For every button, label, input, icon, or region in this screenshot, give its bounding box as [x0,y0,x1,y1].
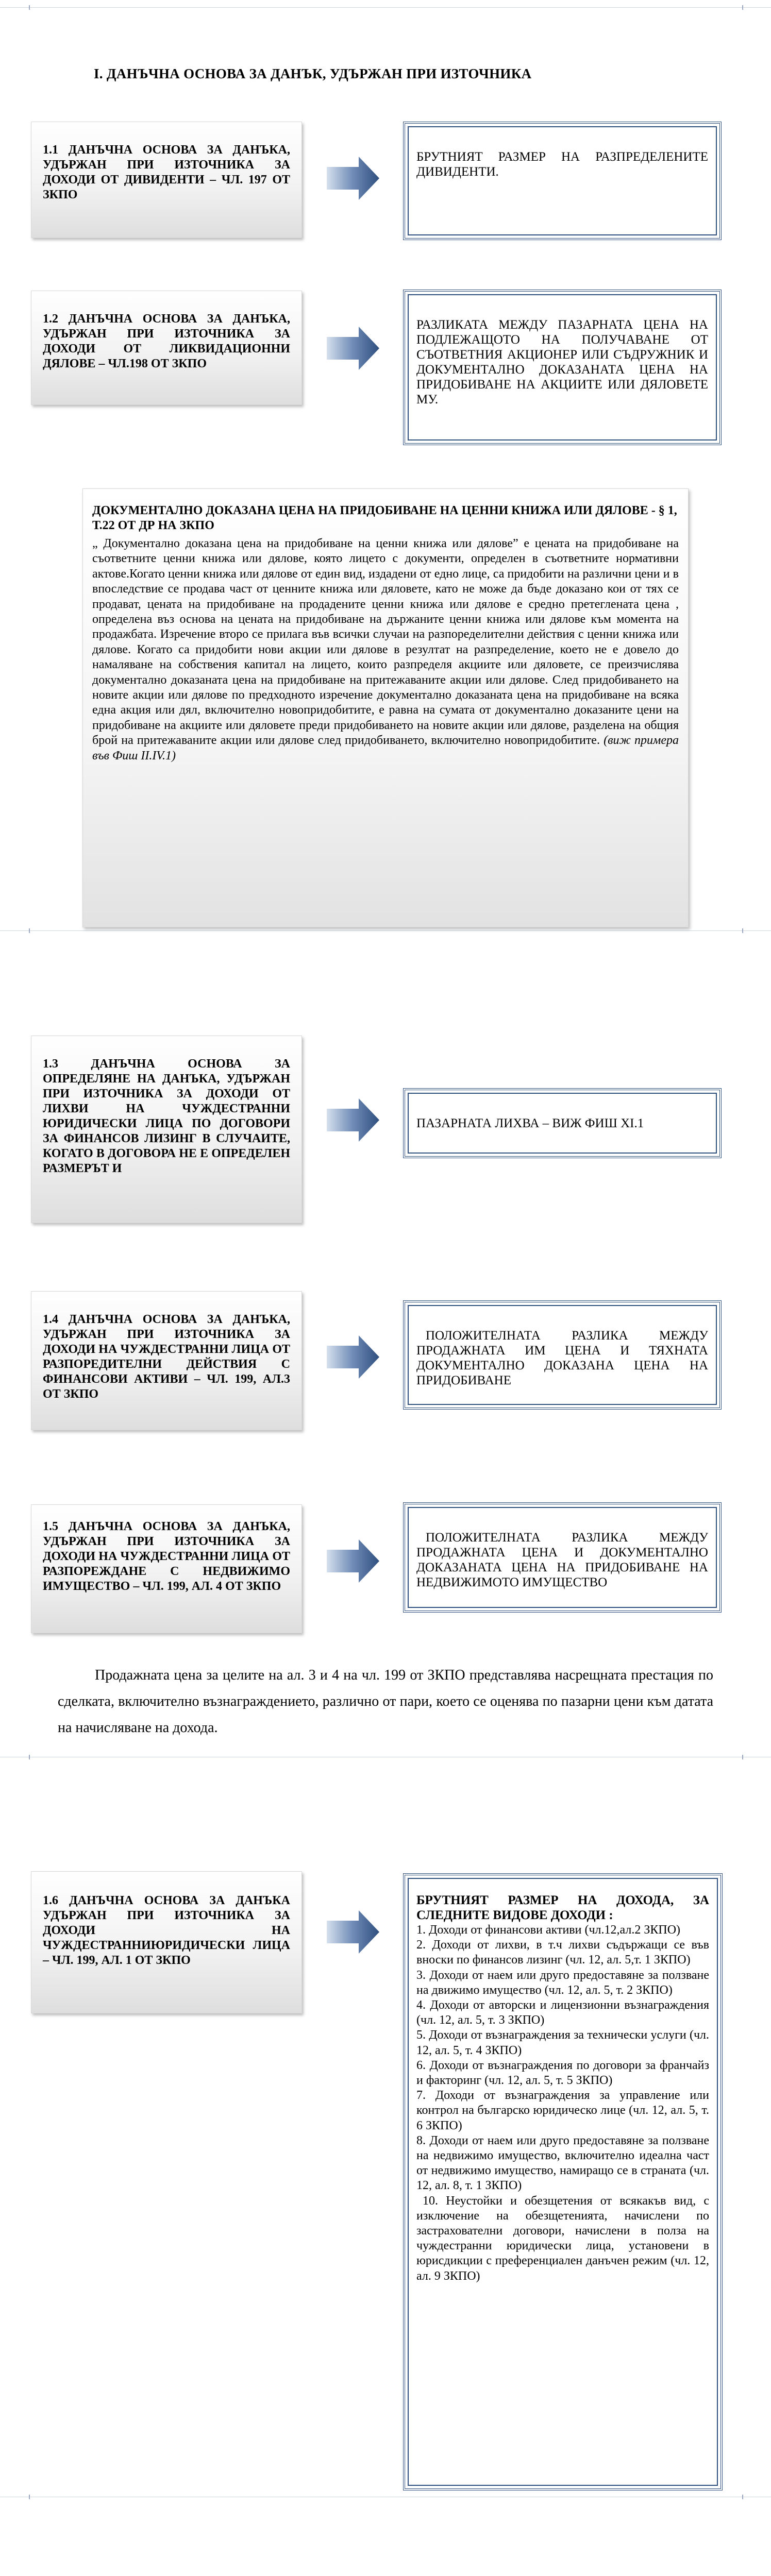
box-1-2-result: РАЗЛИКАТА МЕЖДУ ПАЗАРНАТА ЦЕНА НА ПОДЛЕЖАЩОТО НА ПОЛУЧАВАНЕ ОТ СЪОТВЕТНИЯ АКЦИОНЕР ИЛИ СЪДРУЖНИК И ДОКУМЕНТАЛНО ДОКАЗАНАТА ЦЕНА НА ПРИДОБИВАНЕ НА АКЦИИТЕ ИЛИ ДЯЛОВЕТЕ МУ. [416,318,708,406]
arrow-right-icon [327,1910,379,1954]
income-item: 4. Доходи от авторски и лицензионни възнаграждения (чл. 12, ал. 5, т. 3 ЗКПО) [416,1998,709,2027]
box-1-5-text: 1.5 ДАНЪЧНА ОСНОВА ЗА ДАНЪКА, УДЪРЖАН ПРИ ИЗТОЧНИКА ЗА ДОХОДИ НА ЧУЖДЕСТРАННИ ЛИЦА ОТ РАЗПОРЕЖДАНЕ С НЕДВИЖИМО ИМУЩЕСТВО – ЧЛ. 199, АЛ. 4 ОТ ЗКПО [43,1520,290,1593]
box-1-6-text: 1.6 ДАНЪЧНА ОСНОВА ЗА ДАНЪКА УДЪРЖАН ПРИ ИЗТОЧНИКА ЗА ДОХОДИ НА ЧУЖДЕСТРАННИЮРИДИЧЕСКИ ЛИЦА – ЧЛ. 199, АЛ. 1 ОТ ЗКПО [43,1894,290,1967]
selling-price-paragraph: Продажната цена за целите на ал. 3 и 4 на чл. 199 от ЗКПО представлява насрещната престация по сделката, включително възнаграждението, различно от пари, което се оценява по пазарни цени към датата на начисляване на дохода. [58,1667,713,1736]
box-1-2-left [31,291,302,405]
income-item: 10. Неустойки и обезщетения от всякакъв вид, с изключение на обезщетенията, начислени по застрахователни договори, начислени в полза на чуждестранни юридически лица, установени в юрисдикции с преференциален данъчен режим (чл. 12, ал. 9 ЗКПО) [416,2194,709,2283]
box-1-1-result: БРУТНИЯТ РАЗМЕР НА РАЗПРЕДЕЛЕНИТЕ ДИВИДЕНТИ. [416,150,708,179]
box-1-6-left [31,1871,302,2013]
arrow-right-icon [327,327,379,370]
box-1-1-right [403,122,722,240]
definition-note: (виж примера във Фиш II.IV.1) [92,734,679,762]
arrow-right-icon [327,1098,379,1142]
income-types-box [403,1873,723,2490]
arrow-right-icon [327,157,379,200]
box-1-3-right [403,1088,722,1158]
box-1-4-text: 1.4 ДАНЪЧНА ОСНОВА ЗА ДАНЪКА, УДЪРЖАН ПРИ ИЗТОЧНИКА ЗА ДОХОДИ НА ЧУЖДЕСТРАННИ ЛИЦА ОТ РАЗПОРЕДИТЕЛНИ ДЕЙСТВИЯ С ФИНАНСОВИ АКТИВИ – ЧЛ. 199, АЛ.3 ОТ ЗКПО [43,1313,290,1401]
income-types-content [416,1893,709,2284]
box-1-2-text: 1.2 ДАНЪЧНА ОСНОВА ЗА ДАНЪКА, УДЪРЖАН ПРИ ИЗТОЧНИКА ЗА ДОХОДИ ОТ ЛИКВИДАЦИОННИ ДЯЛОВЕ – ЧЛ.198 ОТ ЗКПО [43,312,290,370]
income-item: 1. Доходи от финансови активи (чл.12,ал.2 ЗКПО) [416,1923,681,1937]
box-1-4-left [31,1291,302,1430]
income-item: 6. Доходи от възнаграждения по договори за франчайз и факторинг (чл. 12, ал. 5, т. 5 ЗКПО) [416,2058,709,2088]
page-break [0,930,771,931]
box-1-5-right [403,1502,722,1613]
arrow-right-icon [327,1335,379,1379]
box-1-3-left [31,1036,302,1223]
arrow-right-icon [327,1539,379,1583]
definition-title: ДОКУМЕНТАЛНО ДОКАЗАНА ЦЕНА НА ПРИДОБИВАНЕ НА ЦЕННИ КНИЖА ИЛИ ДЯЛОВЕ - § 1, Т.22 ОТ ДР НА ЗКПО [92,504,677,532]
box-1-1-text: 1.1 ДАНЪЧНА ОСНОВА ЗА ДАНЪКА, УДЪРЖАН ПРИ ИЗТОЧНИКА ЗА ДОХОДИ ОТ ДИВИДЕНТИ – ЧЛ. 197 ОТ ЗКПО [43,143,290,201]
income-item: 7. Доходи от възнаграждения за управление или контрол на българско юридическо лице (чл. 12, ал. 5, т. 6 ЗКПО) [416,2089,709,2132]
income-types-title: БРУТНИЯТ РАЗМЕР НА ДОХОДА, ЗА СЛЕДНИТЕ ВИДОВЕ ДОХОДИ : [416,1893,709,1922]
section-1-heading: I. ДАНЪЧНА ОСНОВА ЗА ДАНЪК, УДЪРЖАН ПРИ ИЗТОЧНИКА [94,66,532,81]
income-item: 8. Доходи от наем или друго предоставяне за ползване на недвижимо имущество, включително идеална част от недвижимо имущество, намиращо се в страната (чл. 12, ал. 8, т. 1 ЗКПО) [416,2133,709,2193]
box-1-5-result: ПОЛОЖИТЕЛНАТА РАЗЛИКА МЕЖДУ ПРОДАЖНАТА ЦЕНА И ДОКУМЕНТАЛНО ДОКАЗАНАТА ЦЕНА НА ПРИДОБИВАНЕ НА НЕДВИЖИМОТО ИМУЩЕСТВО [416,1531,708,1589]
definition-text: „ Документално доказана цена на придобиване на ценни книжа или дялове” е цената на придобиване на съответните ценни книжа или дялове, която лицето с документи, определен в съответните нормативни актове.Когато ценни книжа или дялове от един вид, издадени от едно лице, са придобити на различни цени и в впоследствие се продава част от ценните книжа или дяловете, като не може да бъде доказано кои от тях се продават, цената на придобиване на продадените ценни книжа или дялове е средно претеглената цена , определена въз основа на цената на придобиване на държаните ценни книжа или дялове към момента на продажбата. Изречение второ се прилага във всички случаи на разпоределителни действия с ценни книжа или дялове. Когато са придобити нови акции или дялове в резултат на разпределение, което не е довело до намаляване на собствения капитал на лицето, които разпределя акциите или дяловете, се преизчислява документално доказаната цена на придобиване на притежаваните акции или дялове. След придобиването на новите акции или дялове по предходното изречение документално доказаната цена на придобиване на всяка една акция или дял, включително новопридобитите, е равна на сумата от документално доказаните цени на придобиване на акциите или дяловете преди придобиването на новите акции или дялове, разделена на общия брой на притежаваните акции или дялове след придобиването, включително новопридобитите. [92,537,679,748]
definition-box [82,488,689,927]
box-1-3-text: 1.3 ДАНЪЧНА ОСНОВА ЗА ОПРЕДЕЛЯНЕ НА ДАНЪКА, УДЪРЖАН ПРИ ИЗТОЧНИКА ЗА ДОХОДИ ОТ ЛИХВИ НА ЧУЖДЕСТРАННИ ЮРИДИЧЕСКИ ЛИЦА ПО ДОГОВОРИ ЗА ФИНАНСОВ ЛИЗИНГ В СЛУЧАИТЕ, КОГАТО В ДОГОВОРА НЕ Е ОПРЕДЕЛЕН РАЗМЕРЪТ И [43,1057,290,1175]
income-item: 5. Доходи от възнаграждения за технически услуги (чл. 12, ал. 5, т. 4 ЗКПО) [416,2028,709,2057]
box-1-4-result: ПОЛОЖИТЕЛНАТА РАЗЛИКА МЕЖДУ ПРОДАЖНАТА ИМ ЦЕНА И ТЯХНАТА ДОКУМЕНТАЛНО ДОКАЗАНА ЦЕНА НА ПРИДОБИВАНЕ [416,1329,708,1387]
box-1-1-left [31,122,302,238]
box-1-4-right [403,1300,722,1410]
box-1-5-left [31,1504,302,1633]
income-item: 3. Доходи от наем или друго предоставяне за ползване на движимо имущество (чл. 12, ал. 5, т. 2 ЗКПО) [416,1968,709,1997]
box-1-2-right [403,290,722,445]
income-item: 2. Доходи от лихви, в т.ч лихви съдържащи се във вноски по финансов лизинг (чл. 12, ал. 5,т. 1 ЗКПО) [416,1938,709,1967]
page-break [0,7,771,8]
box-1-3-result: ПАЗАРНАТА ЛИХВА – ВИЖ ФИШ XI.1 [416,1116,644,1130]
definition-body [92,536,679,764]
